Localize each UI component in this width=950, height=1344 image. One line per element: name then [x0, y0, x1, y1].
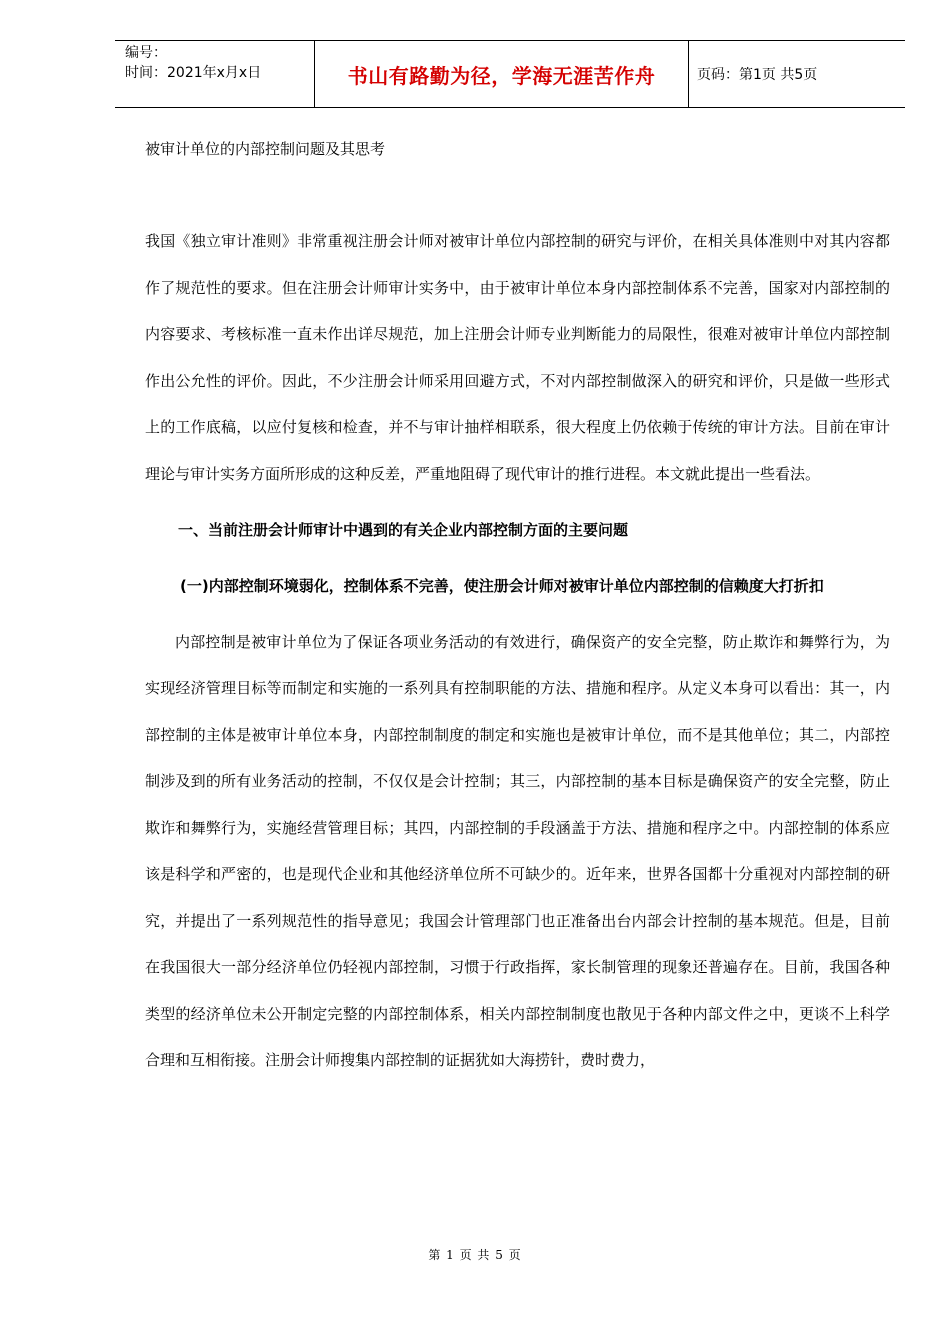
page-header — [115, 40, 905, 108]
subsection-heading: (一)内部控制环境弱化，控制体系不完善，使注册会计师对被审计单位内部控制的信赖度大打折扣 — [180, 576, 824, 595]
document-body — [145, 126, 890, 1084]
number-label: 编号： — [125, 45, 167, 61]
header-page-info: 页码：第1页 共5页 — [697, 67, 818, 83]
body-paragraph: 内部控制是被审计单位为了保证各项业务活动的有效进行，确保资产的安全完整，防止欺诈和舞弊行为，为实现经济管理目标等而制定和实施的一系列具有控制职能的方法、措施和程序。从定义本身可以看出：其一，内部控制的主体是被审计单位本身，内部控制制度的制定和实施也是被审计单位，而不是其他单位；其二，内部控制涉及到的所有业务活动的控制，不仅仅是会计控制；其三，内部控制的基本目标是确保资产的安全完整，防止欺诈和舞弊行为，实施经营管理目标；其四，内部控制的手段涵盖于方法、措施和程序之中。内部控制的体系应该是科学和严密的，也是现代企业和其他经济单位所不可缺少的。近年来，世界各国都十分重视对内部控制的研究，并提出了一系列规范性的指导意见；我国会计管理部门也正准备出台内部会计控制的基本规范。但是，目前在我国很大一部分经济单位仍轻视内部控制，习惯于行政指挥，家长制管理的现象还普遍存在。目前，我国各种类型的经济单位未公开制定完整的内部控制体系，相关内部控制制度也散见于各种内部文件之中，更谈不上科学合理和互相衔接。注册会计师搜集内部控制的证据犹如大海捞针，费时费力， — [145, 632, 890, 1069]
page-footer: 第 1 页 共 5 页 — [428, 1248, 522, 1262]
intro-paragraph: 我国《独立审计准则》非常重视注册会计师对被审计单位内部控制的研究与评价，在相关具体准则中对其内容都作了规范性的要求。但在注册会计师审计实务中，由于被审计单位本身内部控制体系不完善，国家对内部控制的内容要求、考核标准一直未作出详尽规范，加上注册会计师专业判断能力的局限性，很难对被审计单位内部控制作出公允性的评价。因此，不少注册会计师采用回避方式，不对内部控制做深入的研究和评价，只是做一些形式上的工作底稿，以应付复核和检查，并不与审计抽样相联系，很大程度上仍依赖于传统的审计方法。目前在审计理论与审计实务方面所形成的这种反差，严重地阻碍了现代审计的推行进程。本文就此提出一些看法。 — [145, 232, 890, 483]
document-title: 被审计单位的内部控制问题及其思考 — [145, 140, 386, 158]
section-heading: 一、当前注册会计师审计中遇到的有关企业内部控制方面的主要问题 — [178, 521, 629, 539]
header-meta — [115, 41, 315, 107]
header-motto: 书山有路勤为径，学海无涯苦作舟 — [315, 41, 689, 107]
time-label: 时间：2021年x月x日 — [125, 65, 262, 81]
